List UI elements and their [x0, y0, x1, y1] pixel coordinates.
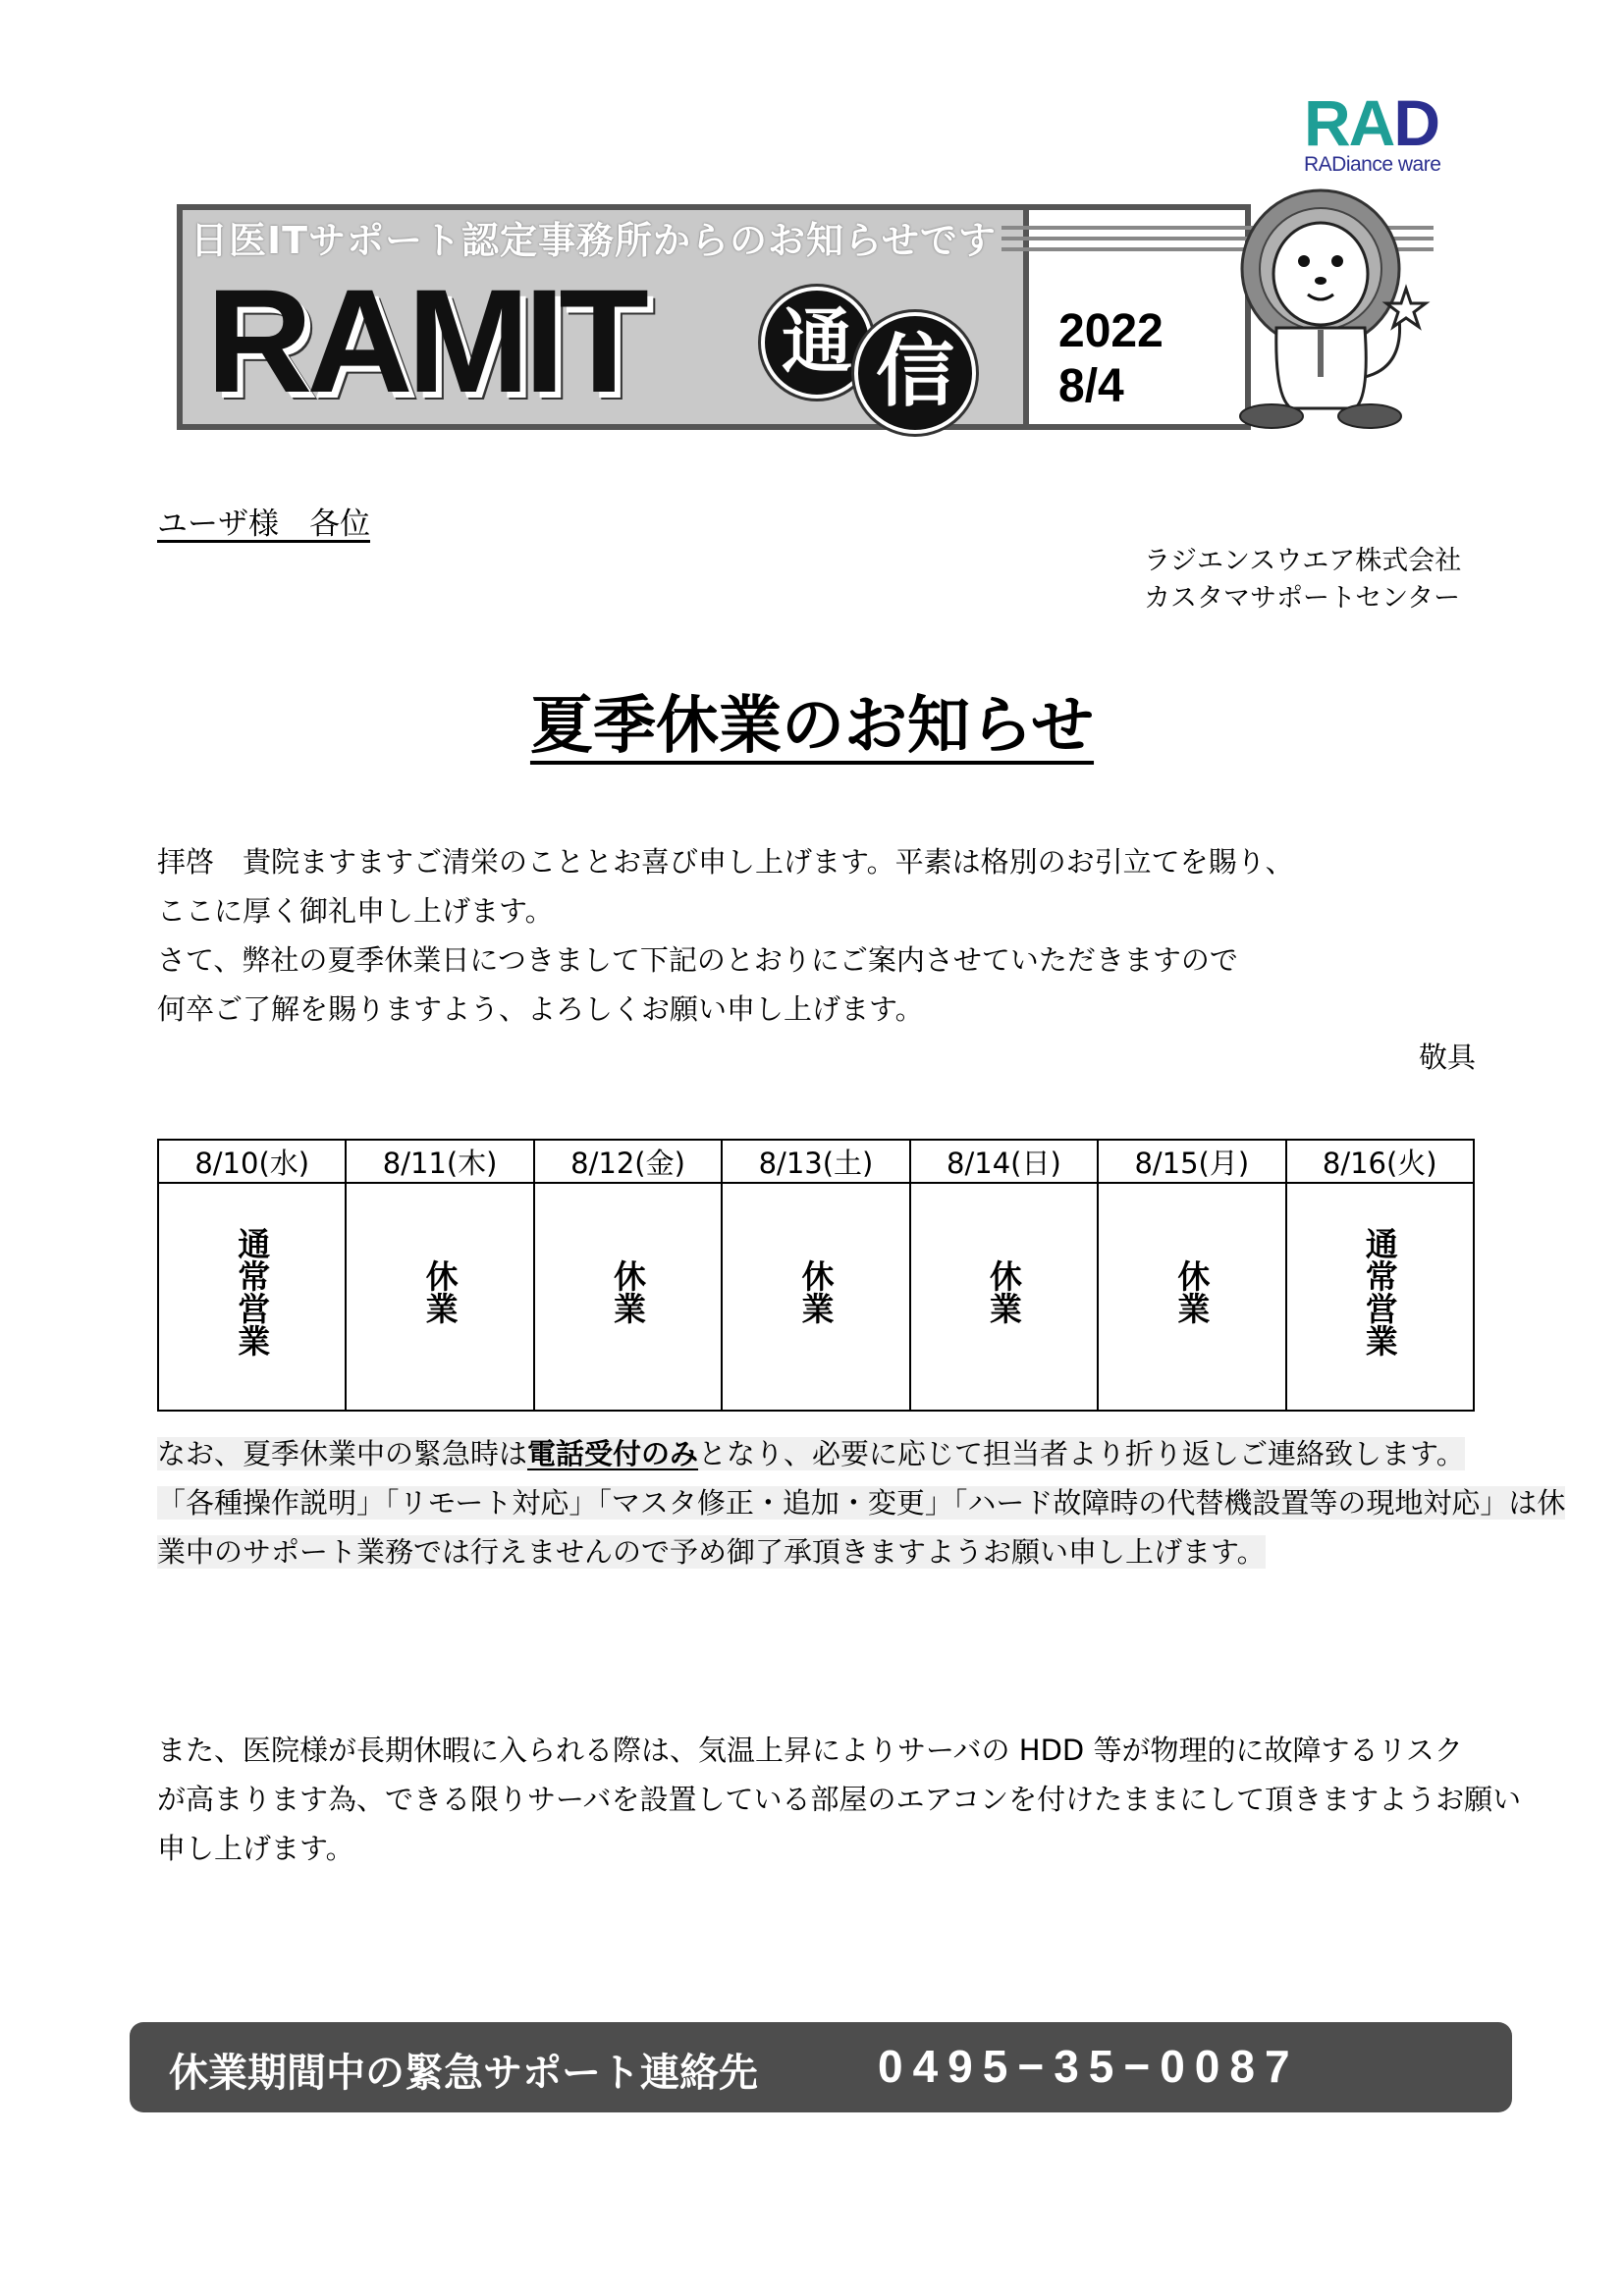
- lion-mascot-icon: [1218, 181, 1434, 436]
- notice-paragraph: なお、夏季休業中の緊急時は電話受付のみとなり、必要に応じて担当者より折り返しご連絡致します。 「各種操作説明」「リモート対応」「マスタ修正・追加・変更」「ハード故障時の代替機設置等の現地対応」は休 業中のサポート業務では行えませんので予め御了承頂きますようお願い申し上げます。: [157, 1437, 1566, 1569]
- schedule-status-cell: 休業: [1098, 1183, 1285, 1411]
- greeting-paragraph: 拝啓 貴院ますますご清栄のこととお喜び申し上げます。平素は格別のお引立てを賜り、 ここに厚く御礼申し上げます。 さて、弊社の夏季休業日につきまして下記のとおりにご案内させていただきますので 何卒ご了解を賜りますよう、よろしくお願い申し上げます。: [157, 845, 1294, 1026]
- schedule-status-cell: 休業: [722, 1183, 909, 1411]
- emergency-phone-number: 0495−35−0087: [878, 2041, 1300, 2092]
- emergency-contact-bar: [130, 2022, 1512, 2112]
- schedule-status-cell: 休業: [346, 1183, 533, 1411]
- sender-company: ラジエンスウエア株式会社: [1144, 546, 1462, 576]
- schedule-status-cell: 通常営業: [158, 1183, 346, 1411]
- schedule-day-header: 8/11(木): [346, 1140, 533, 1183]
- phone-only-emphasis: 電話受付のみ: [527, 1437, 699, 1470]
- banner-name: RAMIT: [206, 258, 643, 423]
- closing-keigu: 敬具: [1419, 1041, 1477, 1074]
- sender-department: カスタマサポートセンター: [1144, 583, 1461, 614]
- schedule-header-row: [158, 1140, 1474, 1183]
- holiday-schedule-table: [157, 1139, 1475, 1412]
- schedule-status-row: [158, 1183, 1474, 1411]
- banner-char-shin: 信: [854, 312, 976, 434]
- banner-char-tsu: 通: [761, 287, 873, 399]
- banner-date: 2022 8/4: [1058, 305, 1164, 412]
- page-title: 夏季休業のお知らせ: [529, 690, 1095, 763]
- schedule-day-header: 8/10(水): [158, 1140, 346, 1183]
- schedule-day-header: 8/13(土): [722, 1140, 909, 1183]
- schedule-day-header: 8/12(金): [534, 1140, 722, 1183]
- emergency-contact-label: 休業期間中の緊急サポート連絡先: [169, 2051, 758, 2096]
- schedule-status-cell: 休業: [534, 1183, 722, 1411]
- schedule-day-header: 8/14(日): [910, 1140, 1098, 1183]
- banner-tagline: 日医ITサポート認定事務所からのお知らせです: [190, 219, 997, 262]
- schedule-status-cell: 休業: [910, 1183, 1098, 1411]
- addressee: ユーザ様 各位: [157, 507, 370, 542]
- radiance-ware-logo: RAD RADiance ware: [1304, 86, 1441, 176]
- schedule-day-header: 8/16(火): [1286, 1140, 1474, 1183]
- ramit-banner: [177, 204, 1443, 438]
- schedule-status-cell: 通常営業: [1286, 1183, 1474, 1411]
- sender-block: [1144, 543, 1461, 617]
- schedule-day-header: 8/15(月): [1098, 1140, 1285, 1183]
- server-advice-paragraph: また、医院様が長期休暇に入られる際は、気温上昇によりサーバの HDD 等が物理的に故障するリスク が高まります為、できる限りサーバを設置している部屋のエアコンを付けたままにして頂きますようお願い 申し上げます。: [157, 1734, 1522, 1865]
